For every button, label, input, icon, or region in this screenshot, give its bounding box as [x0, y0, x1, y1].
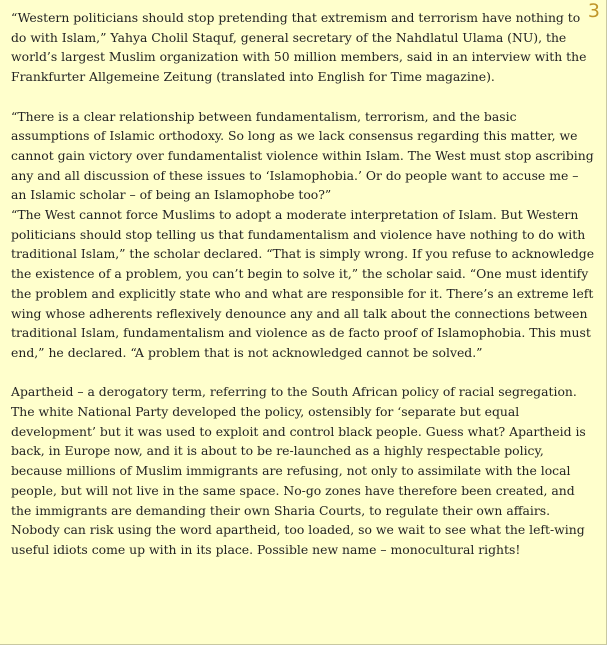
paragraph-west-cannot-force: “The West cannot force Muslims to adopt a moderate interpretation of Islam. But Western politicians should stop telling us that fundamentalism and violence have nothing to do with traditional Islam,” the scholar declared. “That is simply wrong. If you refuse to acknowledge the existence of a problem, you can’t begin to solve it,” the scholar said. “One must identify the problem and explicitly state who and what are responsible for it. There’s an extreme left wing whose adherents reflexively denounce any and all talk about the connections between traditional Islam, fundamentalism and violence as de facto proof of Islamophobia. This must end,” he declared. “A problem that is not acknowledged cannot be solved.” [11, 207, 595, 360]
paragraph-spacer [11, 363, 595, 383]
paragraph-orthodoxy-quote: “There is a clear relationship between fundamentalism, terrorism, and the basic assumptions of Islamic orthodoxy. So long as we lack consensus regarding this matter, we cannot gain victory over fundamentalist violence within Islam. The West must stop ascribing any and all discussion of these issues to ‘Islamophobia.’ Or do people want to accuse me – an Islamic scholar – of being an Islamophobe too?” [11, 108, 594, 203]
paragraph-spacer [11, 87, 595, 107]
paragraph-apartheid: Apartheid – a derogatory term, referring to the South African policy of racial segregation. The white National Party developed the policy, ostensibly for ‘separate but equal development’ but it was used to exploit and control black people. Guess what? Apartheid is back, in Europe now, and it is about to be re-launched as a highly respectable policy, because millions of Muslim immigrants are refusing, not only to assimilate with the local people, but will not live in the same space. No-go zones have therefore been created, and the immigrants are demanding their own Sharia Courts, to regulate their own affairs. Nobody can risk using the word apartheid, too loaded, so we wait to see what the left-wing useful idiots come up with in its place. Possible new name – monocultural rights! [11, 384, 586, 557]
paragraph-staquf-quote-intro: “Western politicians should stop pretending that extremism and terrorism have nothing to do with Islam,” Yahya Cholil Staquf, general secretary of the Nahdlatul Ulama (NU), the world’s largest Muslim organization with 50 million members, said in an interview with the Frankfurter Allgemeine Zeitung (translated into English for Time magazine). [11, 10, 587, 85]
page-number: 3 [587, 0, 600, 22]
document-body [11, 8, 595, 560]
